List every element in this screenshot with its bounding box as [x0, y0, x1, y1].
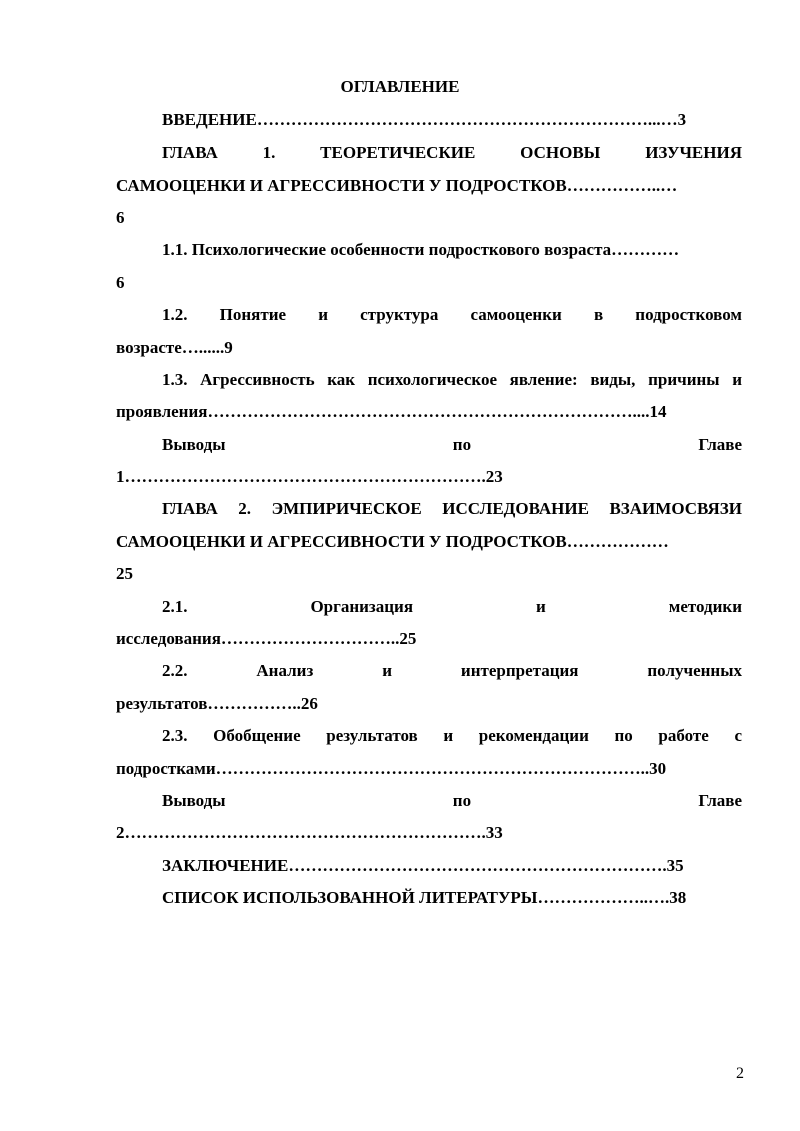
toc-entry-chapter-2-line-1[interactable]: ГЛАВА 2. ЭМПИРИЧЕСКОЕ ИССЛЕДОВАНИЕ ВЗАИМОСВЯЗИ: [162, 499, 742, 518]
toc-entry-section-1-2-line-1[interactable]: 1.2. Понятие и структура самооценки в подростковом: [162, 305, 742, 324]
toc-entry-section-2-3-line-2[interactable]: подростками…………………………………………………………………..30: [116, 759, 667, 778]
toc-entry-section-2-1-line-2[interactable]: исследования…………………………..25: [116, 629, 417, 648]
toc-entry-section-1-3-line-2[interactable]: проявления…………………………………………………………………....14: [116, 402, 667, 421]
toc-entry-chapter-2-conclusions-line-2[interactable]: 2……………………………………………………….33: [116, 823, 503, 842]
toc-entry-conclusion[interactable]: ЗАКЛЮЧЕНИЕ………………………………………………………….35: [162, 856, 684, 875]
toc-entry-chapter-2-line-2[interactable]: САМООЦЕНКИ И АГРЕССИВНОСТИ У ПОДРОСТКОВ………………: [116, 532, 669, 551]
toc-entry-section-2-3-line-1[interactable]: 2.3. Обобщение результатов и рекомендации по работе с: [162, 726, 742, 745]
toc-entry-section-1-1-page[interactable]: 6: [116, 273, 125, 292]
toc-entry-introduction[interactable]: ВВЕДЕНИЕ……………………………………………………………...…3: [162, 110, 687, 129]
toc-entry-chapter-1-line-2[interactable]: САМООЦЕНКИ И АГРЕССИВНОСТИ У ПОДРОСТКОВ……………..…: [116, 176, 678, 195]
toc-entry-chapter-1-line-1[interactable]: ГЛАВА 1. ТЕОРЕТИЧЕСКИЕ ОСНОВЫ ИЗУЧЕНИЯ: [162, 143, 742, 162]
toc-entry-chapter-1-page[interactable]: 6: [116, 208, 125, 227]
toc-entry-section-1-1-line-1[interactable]: 1.1. Психологические особенности подросткового возраста…………: [162, 240, 680, 259]
toc-entry-section-2-1-line-1[interactable]: 2.1. Организация и методики: [162, 597, 742, 616]
toc-entry-chapter-2-page[interactable]: 25: [116, 564, 133, 583]
toc-entry-section-1-2-line-2[interactable]: возрасте…......9: [116, 338, 233, 357]
toc-entry-chapter-1-conclusions-line-1[interactable]: Выводы по Главе: [162, 435, 742, 454]
toc-entry-references[interactable]: СПИСОК ИСПОЛЬЗОВАННОЙ ЛИТЕРАТУРЫ………………..….38: [162, 888, 687, 907]
toc-entry-chapter-2-conclusions-line-1[interactable]: Выводы по Главе: [162, 791, 742, 810]
toc-entry-section-1-3-line-1[interactable]: 1.3. Агрессивность как психологическое явление: виды, причины и: [162, 370, 742, 389]
toc-title: ОГЛАВЛЕНИЕ: [340, 77, 460, 96]
toc-entry-section-2-2-line-1[interactable]: 2.2. Анализ и интерпретация полученных: [162, 661, 742, 680]
toc-entry-chapter-1-conclusions-line-2[interactable]: 1……………………………………………………….23: [116, 467, 503, 486]
toc-entry-section-2-2-line-2[interactable]: результатов……………..26: [116, 694, 318, 713]
page-number: 2: [736, 1065, 744, 1082]
